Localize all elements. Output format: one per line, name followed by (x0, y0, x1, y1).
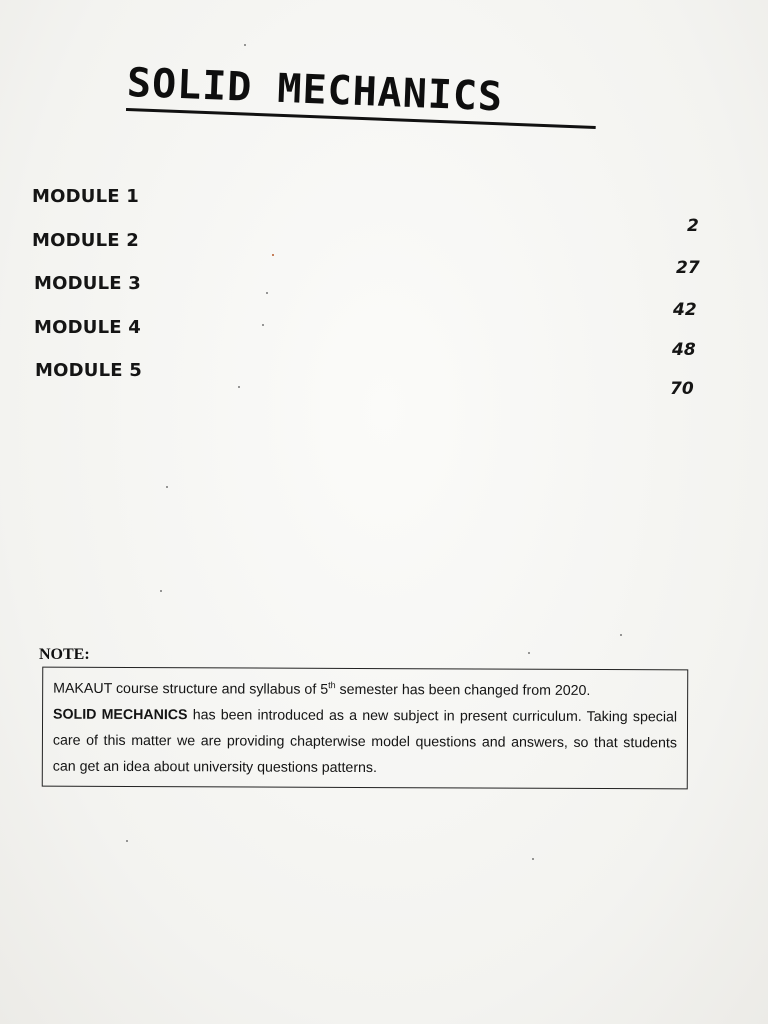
note-superscript: th (328, 680, 336, 691)
paper-speck (620, 634, 622, 636)
paper-speck (244, 44, 246, 46)
paper-speck (532, 858, 534, 860)
module-label: MODULE 5 (35, 360, 142, 381)
module-page-number: 27 (676, 258, 700, 278)
paper-speck (272, 254, 274, 256)
paper-speck (262, 324, 264, 326)
module-label: MODULE 2 (32, 230, 139, 251)
paper-speck (126, 840, 128, 842)
note-line2-post: has been introduced as a new subject in present curriculum. (187, 707, 582, 725)
module-label: MODULE 1 (32, 186, 139, 207)
note-label: NOTE: (39, 646, 90, 663)
module-page-number: 48 (672, 340, 696, 360)
note-text (53, 676, 677, 783)
page-title: SOLID MECHANICS (126, 59, 504, 121)
title-block (126, 58, 608, 129)
paper-speck (238, 386, 240, 388)
paper-speck (166, 486, 168, 488)
note-box (42, 667, 689, 790)
note-line1-post: semester has been changed from 2020. (335, 681, 591, 699)
module-label: MODULE 3 (34, 273, 141, 294)
module-page-number: 2 (687, 216, 699, 236)
module-label: MODULE 4 (34, 317, 141, 338)
module-page-number: 42 (673, 300, 697, 320)
note-line1-pre: MAKAUT course structure and syllabus of 5 (53, 680, 329, 698)
module-page-number: 70 (670, 379, 694, 399)
paper-speck (528, 652, 530, 654)
note-subject: SOLID MECHANICS (53, 706, 188, 724)
paper-speck (160, 590, 162, 592)
note-line3: Taking special care of this matter we are providing chapterwise model questions and answers, so that students can get an idea about university questions patterns. (52, 708, 678, 777)
paper-speck (266, 292, 268, 294)
